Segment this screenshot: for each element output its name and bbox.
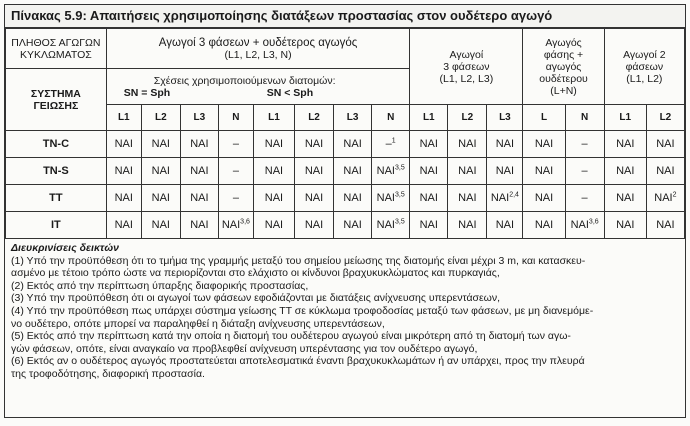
table-cell	[523, 158, 565, 185]
table-cell	[334, 185, 372, 212]
cell-value: ΝΑΙ	[656, 165, 675, 177]
note-line: (5) Εκτός από την περίπτωση κατά την οποία η διατομή του ουδέτερου αγωγού είναι μικρότερη από τη διατομή των αγω-	[11, 330, 571, 343]
cell-value: ΝΑΙ	[616, 165, 635, 177]
cell-value: –	[232, 165, 239, 177]
document-page	[4, 4, 686, 418]
table-row	[6, 212, 685, 239]
table-cell	[646, 158, 684, 185]
table-cell	[334, 158, 372, 185]
cell-value: ΝΑΙ	[304, 138, 324, 150]
column-header: L3	[334, 105, 372, 131]
earthing-system-label: TN-S	[6, 158, 107, 185]
cell-value: ΝΑΙ	[376, 219, 395, 231]
header-1ph-n: Αγωγός φάσης + αγωγός ουδέτερου (L+N)	[523, 29, 604, 105]
table-cell	[372, 185, 410, 212]
table-cell	[180, 131, 218, 158]
cell-value: ΝΑΙ	[458, 165, 477, 177]
table-cell	[646, 131, 684, 158]
note-line: ασμένο με τέτοιο τρόπο ώστε να περιορίζονται στο ελάχιστο οι κίνδυνοι βραχυκυκλώματος και πυρκαγιάς,	[11, 267, 500, 280]
cell-value: ΝΑΙ	[458, 219, 477, 231]
relation-equal: SN = Sph	[123, 86, 171, 99]
cell-value: ΝΑΙ	[495, 219, 515, 231]
table-cell	[487, 158, 523, 185]
table-cell	[180, 158, 218, 185]
table-cell	[334, 212, 372, 239]
table-cell	[410, 131, 448, 158]
table-cell	[106, 158, 141, 185]
cell-value: ΝΑΙ	[570, 219, 589, 231]
cell-value: ΝΑΙ	[190, 138, 209, 150]
cell-value: ΝΑΙ	[534, 219, 554, 231]
notes-title: Διευκρινίσεις δεικτών	[11, 242, 119, 254]
column-header: L3	[487, 105, 523, 131]
cell-value: ΝΑΙ	[190, 192, 209, 204]
cell-value: –	[232, 138, 239, 150]
cell-value: ΝΑΙ	[114, 165, 133, 177]
table-cell	[141, 131, 180, 158]
table-title: Πίνακας 5.9: Απαιτήσεις χρησιμοποίησης διατάξεων προστασίας στον ουδέτερο αγωγό	[5, 5, 685, 28]
column-header: L2	[141, 105, 180, 131]
column-header: N	[565, 105, 604, 131]
column-header: L2	[646, 105, 684, 131]
table-cell	[295, 185, 334, 212]
note-line: (3) Υπό την προϋπόθεση ότι οι αγωγοί των φάσεων εφοδιάζονται με διατάξεις ανίχνευσης υπερεντάσεων,	[11, 292, 501, 305]
header-2ph: Αγωγοί 2 φάσεων (L1, L2)	[604, 29, 684, 105]
table-cell	[565, 131, 604, 158]
note-line: νο ουδέτερο, οπότε μπορεί να παραληφθεί η διάταξη ανίχνευσης υπερεντάσεων,	[11, 317, 385, 330]
table-row	[6, 158, 685, 185]
table-cell	[253, 158, 294, 185]
table-cell	[141, 158, 180, 185]
cell-value: ΝΑΙ	[264, 138, 284, 150]
table-cell	[565, 185, 604, 212]
cell-value: ΝΑΙ	[656, 138, 675, 150]
cell-value: ΝΑΙ	[151, 192, 170, 204]
cell-value: ΝΑΙ	[495, 165, 515, 177]
table-cell	[646, 212, 684, 239]
cell-value: ΝΑΙ	[343, 192, 362, 204]
note-line: της τροφοδότησης, διαφορική προστασία.	[11, 367, 205, 380]
footnote-ref: 1	[391, 137, 396, 145]
cell-value: ΝΑΙ	[304, 165, 324, 177]
table-cell	[604, 212, 646, 239]
cell-value: ΝΑΙ	[114, 219, 133, 231]
cell-value: ΝΑΙ	[616, 192, 635, 204]
cell-value: –	[385, 138, 392, 150]
table-cell	[523, 185, 565, 212]
cell-value: ΝΑΙ	[534, 192, 554, 204]
table-cell	[487, 131, 523, 158]
footnote-ref: 3,5	[395, 164, 405, 172]
footnote-ref: 2,4	[509, 191, 519, 199]
table-cell	[253, 185, 294, 212]
table-cell	[372, 131, 410, 158]
footnote-ref: 3,5	[395, 218, 405, 226]
cell-value: ΝΑΙ	[114, 192, 133, 204]
table-cell	[106, 185, 141, 212]
footnote-ref: 3,6	[240, 218, 250, 226]
header-3ph-n: Αγωγοί 3 φάσεων + ουδέτερος αγωγός (L1, L2, L3, N)	[106, 29, 409, 69]
table-cell	[334, 131, 372, 158]
cell-value: ΝΑΙ	[534, 138, 554, 150]
column-header: L1	[106, 105, 141, 131]
table-cell	[448, 212, 487, 239]
cell-value: ΝΑΙ	[151, 165, 170, 177]
column-header: L1	[253, 105, 294, 131]
table-cell	[218, 131, 253, 158]
cell-value: ΝΑΙ	[458, 192, 477, 204]
table-cell	[410, 185, 448, 212]
column-header: L2	[295, 105, 334, 131]
table-cell	[180, 212, 218, 239]
table-cell	[253, 131, 294, 158]
cell-value: ΝΑΙ	[419, 192, 438, 204]
cell-value: ΝΑΙ	[495, 138, 515, 150]
cell-value: ΝΑΙ	[419, 165, 438, 177]
cell-value: ΝΑΙ	[534, 165, 554, 177]
table-cell	[448, 158, 487, 185]
cell-value: ΝΑΙ	[114, 138, 133, 150]
header-cross-section-relations: Σχέσεις χρησιμοποιούμενων διατομών: SN = Sph SN < Sph	[106, 69, 409, 105]
earthing-system-label: TN-C	[6, 131, 107, 158]
cell-value: ΝΑΙ	[151, 138, 170, 150]
note-line: (1) Υπό την προϋπόθεση ότι το τμήμα της γραμμής μεταξύ του σημείου μείωσης της διατομής είναι μέχρι 3 m, και κατασκευ-	[11, 254, 586, 267]
cell-value: ΝΑΙ	[264, 192, 284, 204]
earthing-system-label: TT	[6, 185, 107, 212]
notes-list	[11, 255, 679, 381]
table-cell	[604, 185, 646, 212]
cell-value: ΝΑΙ	[151, 219, 170, 231]
column-header: L	[523, 105, 565, 131]
cell-value: ΝΑΙ	[376, 192, 395, 204]
cell-value: ΝΑΙ	[343, 165, 362, 177]
cell-value: ΝΑΙ	[616, 138, 635, 150]
table-cell	[106, 212, 141, 239]
note-line: (2) Εκτός από την περίπτωση ύπαρξης διαφορικής προστασίας,	[11, 279, 309, 292]
table-cell	[253, 212, 294, 239]
cell-value: ΝΑΙ	[376, 165, 395, 177]
table-cell	[218, 158, 253, 185]
column-header: L1	[410, 105, 448, 131]
column-header: L1	[604, 105, 646, 131]
table-cell	[565, 158, 604, 185]
table-row	[6, 131, 685, 158]
table-cell	[295, 131, 334, 158]
note-line: γών φάσεων, οπότε, είναι αναγκαίο να προβλεφθεί ανίχνευση υπερέντασης για τον ουδέτερο αγωγό,	[11, 342, 478, 355]
cell-value: ΝΑΙ	[264, 219, 284, 231]
column-header: L2	[448, 105, 487, 131]
notes-section	[5, 239, 685, 381]
footnote-ref: 3,6	[588, 218, 599, 226]
table-cell	[410, 212, 448, 239]
table-cell	[523, 212, 565, 239]
header-earthing-system: ΣΥΣΤΗΜΑ ΓΕΙΩΣΗΣ	[6, 69, 107, 131]
table-cell	[604, 158, 646, 185]
earthing-system-label: IT	[6, 212, 107, 239]
cell-value: ΝΑΙ	[419, 138, 438, 150]
table-cell	[487, 212, 523, 239]
cell-value: ΝΑΙ	[190, 219, 209, 231]
cell-value: ΝΑΙ	[343, 219, 362, 231]
column-header: N	[218, 105, 253, 131]
cell-value: –	[581, 165, 588, 177]
relation-less: SN < Sph	[266, 86, 314, 99]
table-row	[6, 185, 685, 212]
table-cell	[523, 131, 565, 158]
table-cell	[565, 212, 604, 239]
table-cell	[410, 158, 448, 185]
table-cell	[106, 131, 141, 158]
cell-value: ΝΑΙ	[190, 165, 209, 177]
cell-value: ΝΑΙ	[221, 219, 241, 231]
table-cell	[487, 185, 523, 212]
table-cell	[295, 158, 334, 185]
cell-value: ΝΑΙ	[343, 138, 362, 150]
note-line: (4) Υπό την προϋπόθεση πως υπάρχει σύστημα γείωσης ΤΤ σε κύκλωμα τροφοδοσίας μεταξύ των φάσεων, με μη διανεμόμε-	[11, 304, 594, 317]
header-3ph: Αγωγοί 3 φάσεων (L1, L2, L3)	[410, 29, 523, 105]
cell-value: ΝΑΙ	[304, 192, 324, 204]
cell-value: ΝΑΙ	[304, 219, 324, 231]
footnote-ref: 3,5	[395, 191, 405, 199]
table-body	[6, 131, 685, 239]
cell-value: –	[232, 192, 239, 204]
table-cell	[372, 158, 410, 185]
table-cell	[141, 212, 180, 239]
cell-value: ΝΑΙ	[264, 165, 284, 177]
table-cell	[448, 131, 487, 158]
protection-table	[5, 28, 685, 239]
footnote-ref: 2	[672, 191, 677, 199]
column-header: N	[372, 105, 410, 131]
cell-value: ΝΑΙ	[616, 219, 635, 231]
column-header: L3	[180, 105, 218, 131]
cell-value: ΝΑΙ	[458, 138, 477, 150]
cell-value: ΝΑΙ	[419, 219, 438, 231]
table-cell	[180, 185, 218, 212]
note-line: (6) Εκτός αν ο ουδέτερος αγωγός προστατεύεται αποτελεσματικά έναντι βραχυκυκλωμάτων ή αν υπάρχει, προς την πλευρά	[11, 355, 585, 368]
cell-value: –	[581, 192, 588, 204]
table-cell	[646, 185, 684, 212]
table-cell	[604, 131, 646, 158]
header-circuit-conductors: ΠΛΗΘΟΣ ΑΓΩΓΩΝ ΚΥΚΛΩΜΑΤΟΣ	[6, 29, 107, 69]
table-cell	[295, 212, 334, 239]
table-cell	[141, 185, 180, 212]
table-cell	[218, 185, 253, 212]
table-cell	[372, 212, 410, 239]
column-header-row	[6, 105, 685, 131]
cell-value: ΝΑΙ	[654, 192, 673, 204]
cell-value: –	[581, 138, 588, 150]
cell-value: ΝΑΙ	[656, 219, 675, 231]
cell-value: ΝΑΙ	[490, 192, 510, 204]
table-cell	[448, 185, 487, 212]
table-cell	[218, 212, 253, 239]
